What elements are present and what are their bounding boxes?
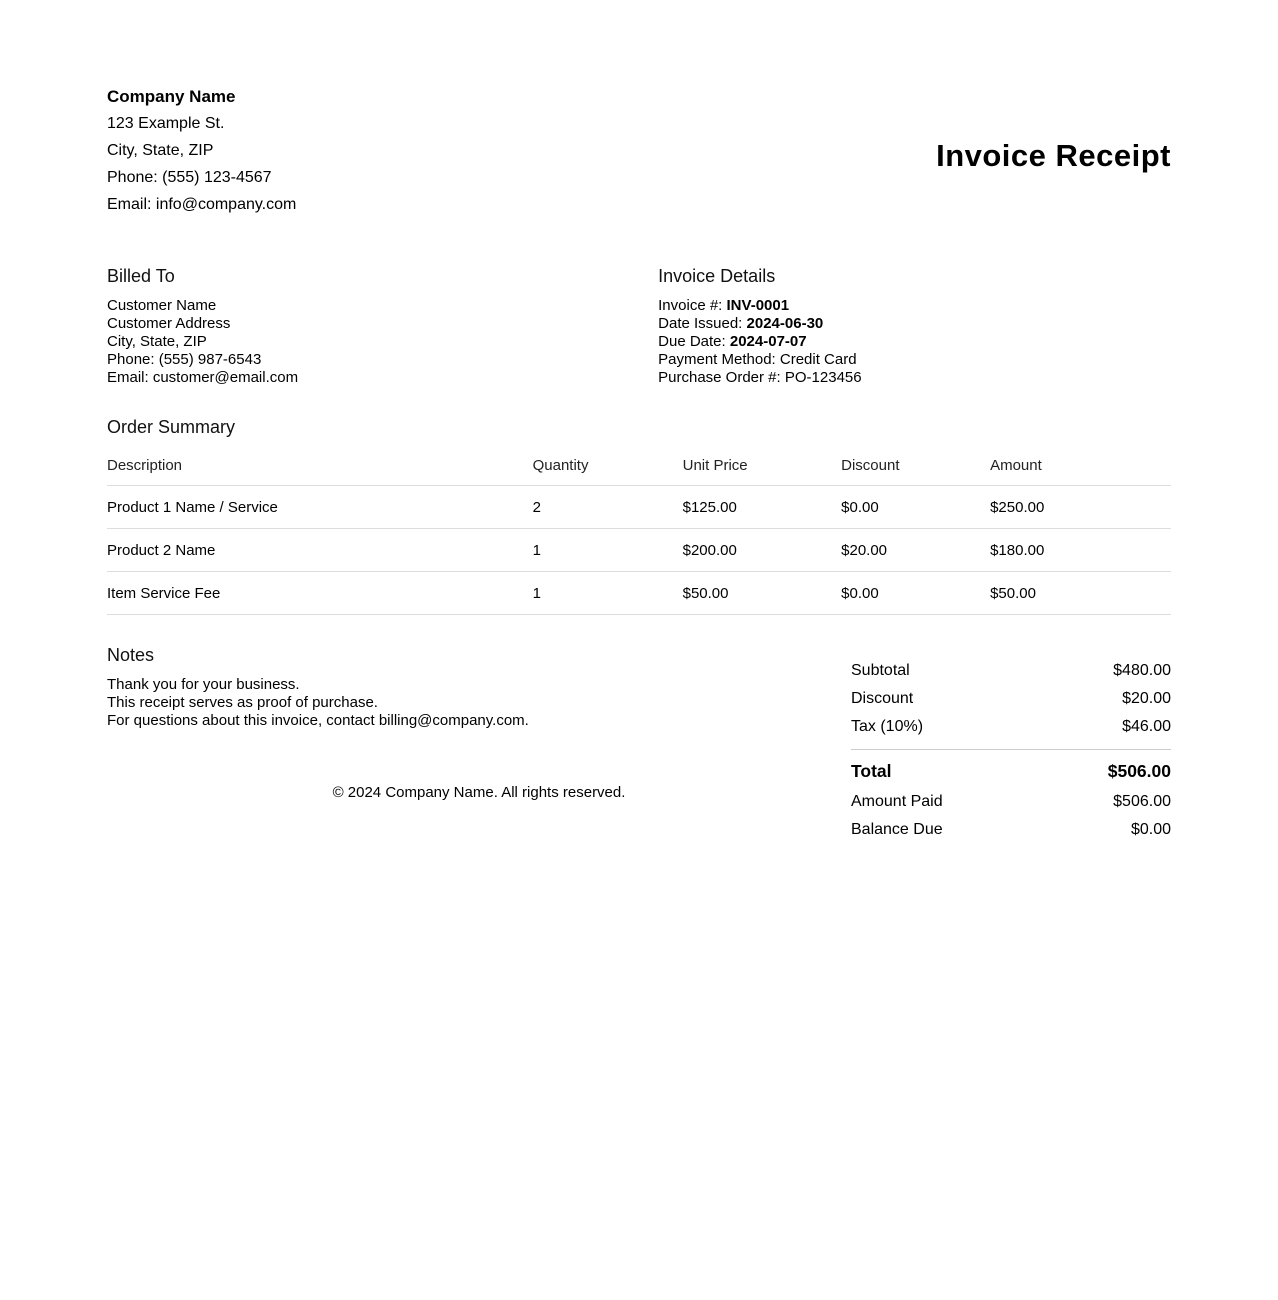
invoice-header bbox=[107, 88, 1171, 224]
discount-label: Discount bbox=[851, 690, 914, 708]
due-date-line bbox=[658, 333, 1171, 351]
column-header-unit-price: Unit Price bbox=[683, 447, 842, 486]
item-quantity: 1 bbox=[533, 529, 683, 572]
amount-paid-row bbox=[851, 792, 1171, 811]
total-label: Total bbox=[851, 761, 892, 782]
item-description: Product 2 Name bbox=[107, 529, 533, 572]
item-unit-price: $125.00 bbox=[683, 486, 842, 529]
item-quantity: 2 bbox=[533, 486, 683, 529]
billed-to-city-state-zip: City, State, ZIP bbox=[107, 332, 207, 350]
order-summary-heading: Order Summary bbox=[107, 416, 236, 437]
payment-method-value: Credit Card bbox=[779, 350, 857, 368]
date-issued-value: 2024-06-30 bbox=[746, 314, 824, 332]
note-line-thanks: Thank you for your business. bbox=[107, 676, 300, 694]
total-value: $506.00 bbox=[1107, 761, 1171, 782]
purchase-order-value: PO-123456 bbox=[784, 368, 862, 386]
due-date-label: Due Date: bbox=[658, 332, 730, 350]
billed-to-customer-name: Customer Name bbox=[107, 296, 217, 314]
totals-divider bbox=[851, 749, 1171, 750]
tax-label: Tax (10%) bbox=[851, 718, 924, 736]
invoice-document bbox=[107, 0, 1171, 848]
discount-row bbox=[851, 689, 1171, 708]
notes-heading: Notes bbox=[107, 645, 155, 666]
item-quantity: 1 bbox=[533, 572, 683, 615]
column-header-quantity: Quantity bbox=[533, 447, 683, 486]
item-unit-price: $200.00 bbox=[683, 529, 842, 572]
item-amount: $180.00 bbox=[990, 529, 1171, 572]
copyright-notice: © 2024 Company Name. All rights reserved. bbox=[332, 784, 626, 802]
item-discount: $0.00 bbox=[841, 486, 990, 529]
subtotal-label: Subtotal bbox=[851, 662, 910, 680]
company-address-line2: City, State, ZIP bbox=[107, 142, 214, 159]
billed-to-customer-address: Customer Address bbox=[107, 314, 231, 332]
company-address-line1: 123 Example St. bbox=[107, 115, 225, 132]
purchase-order-line bbox=[658, 369, 1171, 387]
discount-value: $20.00 bbox=[1122, 690, 1171, 708]
table-row bbox=[107, 572, 1171, 615]
table-row bbox=[107, 529, 1171, 572]
column-header-description: Description bbox=[107, 447, 533, 486]
invoice-details-heading: Invoice Details bbox=[658, 266, 776, 286]
subtotal-row bbox=[851, 661, 1171, 680]
order-summary-section bbox=[107, 417, 1171, 616]
purchase-order-label: Purchase Order #: bbox=[658, 368, 785, 386]
payment-method-label: Payment Method: bbox=[658, 350, 780, 368]
subtotal-value: $480.00 bbox=[1113, 662, 1171, 680]
note-line-contact: For questions about this invoice, contact billing@company.com. bbox=[107, 712, 529, 730]
date-issued-line bbox=[658, 315, 1171, 333]
amount-paid-label: Amount Paid bbox=[851, 793, 943, 811]
amount-paid-value: $506.00 bbox=[1113, 793, 1171, 811]
balance-due-label: Balance Due bbox=[851, 821, 943, 839]
invoice-details-block bbox=[658, 266, 1171, 387]
item-discount: $0.00 bbox=[841, 572, 990, 615]
payment-method-line bbox=[658, 351, 1171, 369]
table-row bbox=[107, 486, 1171, 529]
item-unit-price: $50.00 bbox=[683, 572, 842, 615]
note-line-proof: This receipt serves as proof of purchase. bbox=[107, 694, 378, 712]
tax-value: $46.00 bbox=[1122, 718, 1171, 736]
invoice-number-line bbox=[658, 297, 1171, 315]
items-table-header-row bbox=[107, 447, 1171, 486]
page-title: Invoice Receipt bbox=[936, 138, 1171, 173]
company-info-block bbox=[107, 88, 296, 224]
company-email: Email: info@company.com bbox=[107, 196, 297, 213]
invoice-number-label: Invoice #: bbox=[658, 296, 727, 314]
billed-to-email: Email: customer@email.com bbox=[107, 368, 299, 386]
item-amount: $50.00 bbox=[990, 572, 1171, 615]
totals-block bbox=[851, 661, 1171, 848]
bottom-section bbox=[107, 645, 1171, 848]
tax-row bbox=[851, 717, 1171, 736]
item-discount: $20.00 bbox=[841, 529, 990, 572]
balance-due-value: $0.00 bbox=[1130, 821, 1171, 839]
invoice-number-value: INV-0001 bbox=[726, 296, 790, 314]
column-header-discount: Discount bbox=[841, 447, 990, 486]
item-amount: $250.00 bbox=[990, 486, 1171, 529]
items-table bbox=[107, 447, 1171, 615]
total-row bbox=[851, 761, 1171, 782]
billed-to-phone: Phone: (555) 987-6543 bbox=[107, 350, 262, 368]
billed-to-block bbox=[107, 266, 658, 387]
due-date-value: 2024-07-07 bbox=[729, 332, 807, 350]
item-description: Item Service Fee bbox=[107, 572, 533, 615]
company-phone: Phone: (555) 123-4567 bbox=[107, 169, 272, 186]
parties-section bbox=[107, 266, 1171, 387]
notes-block bbox=[107, 645, 851, 801]
item-description: Product 1 Name / Service bbox=[107, 486, 533, 529]
balance-due-row bbox=[851, 820, 1171, 839]
billed-to-heading: Billed To bbox=[107, 266, 175, 286]
company-name: Company Name bbox=[107, 87, 236, 106]
date-issued-label: Date Issued: bbox=[658, 314, 747, 332]
column-header-amount: Amount bbox=[990, 447, 1171, 486]
